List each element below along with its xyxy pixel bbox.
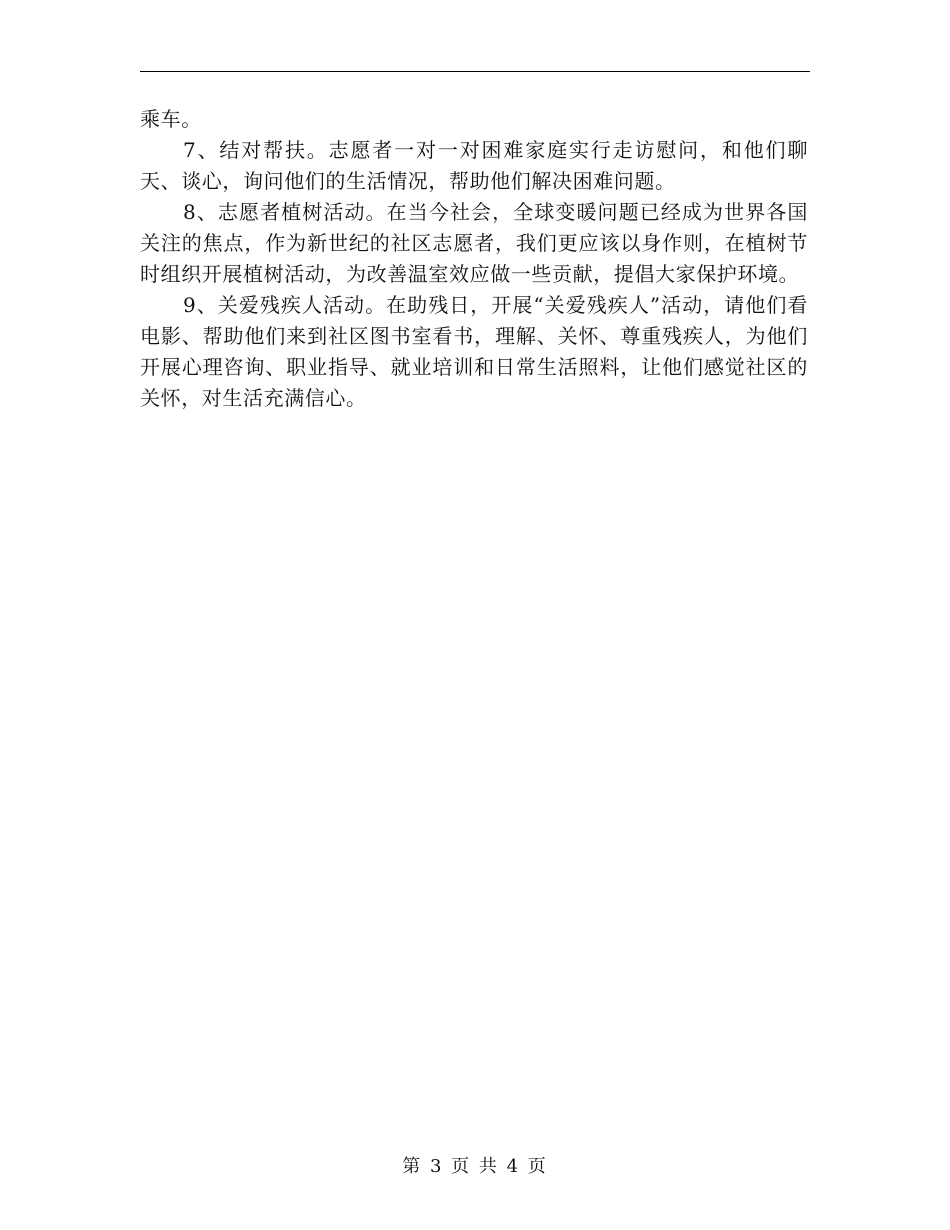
document-body: [140, 104, 808, 414]
paragraph: 乘车。: [140, 107, 202, 131]
page-number-footer: 第 3 页 共 4 页: [402, 1156, 548, 1177]
paragraph: 7、结对帮扶。志愿者一对一对困难家庭实行走访慰问，和他们聊天、谈心，询问他们的生活情况，帮助他们解决困难问题。: [140, 138, 808, 193]
paragraph: 9、关爱残疾人活动。在助残日，开展“关爱残疾人”活动，请他们看电影、帮助他们来到社区图书室看书，理解、关怀、尊重残疾人，为他们开展心理咨询、职业指导、就业培训和日常生活照料，让他们感觉社区的关怀，对生活充满信心。: [140, 293, 808, 410]
paragraph: 8、志愿者植树活动。在当今社会，全球变暖问题已经成为世界各国关注的焦点，作为新世纪的社区志愿者，我们更应该以身作则，在植树节时组织开展植树活动，为改善温室效应做一些贡献，提倡大家保护环境。: [140, 200, 808, 286]
header-rule: [140, 71, 810, 72]
